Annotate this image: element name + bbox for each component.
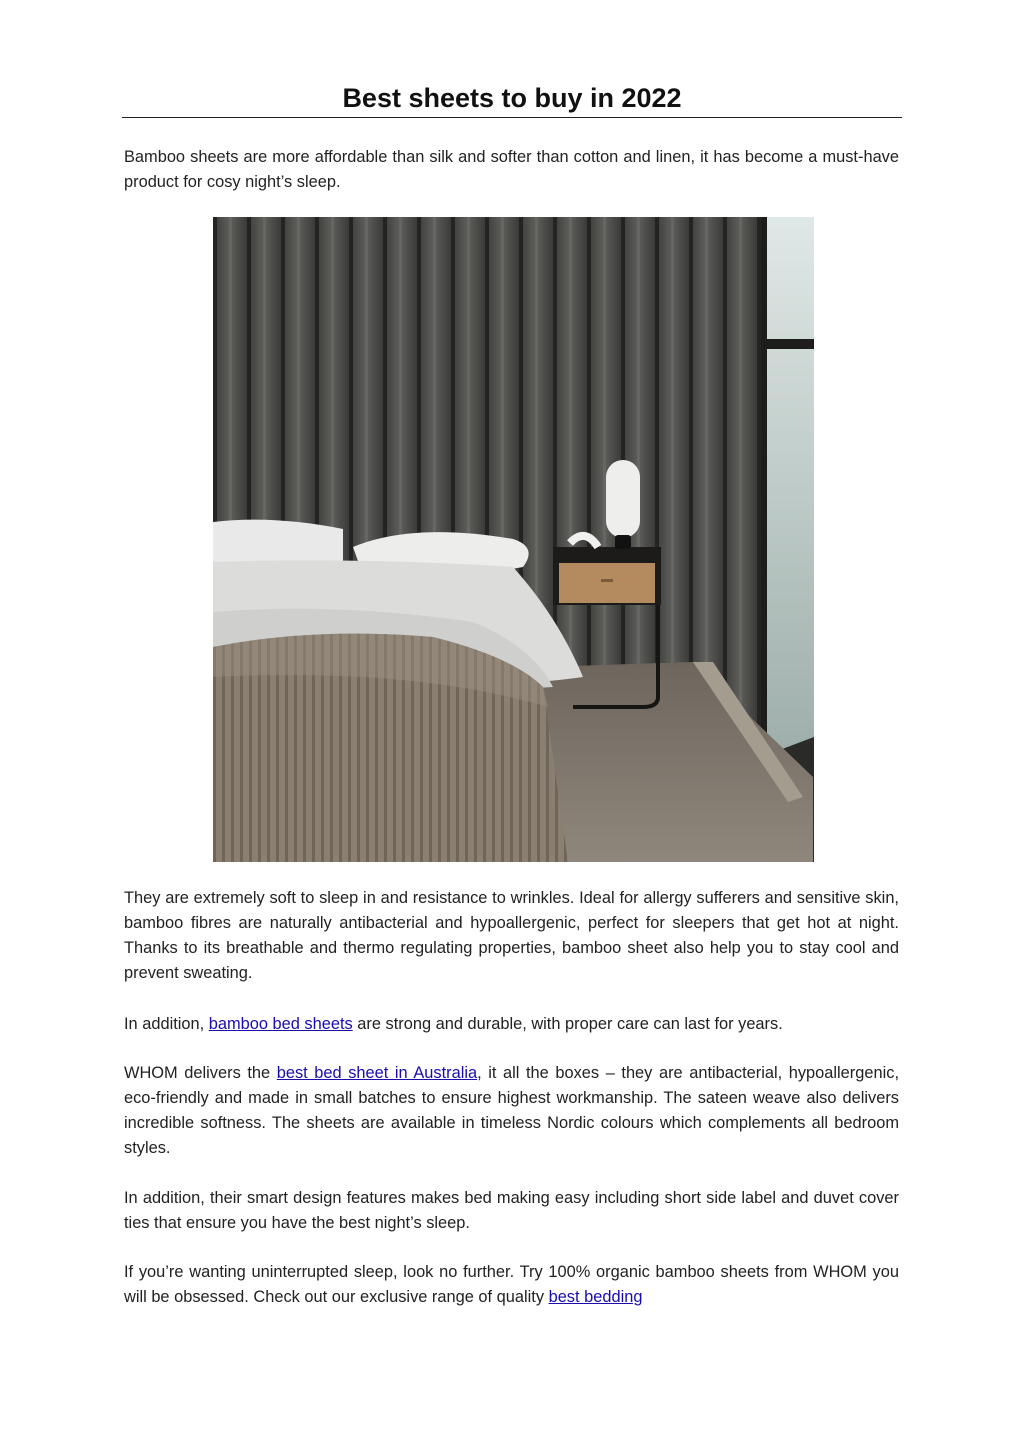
durability-text-after: are strong and durable, with proper care can last for years. — [352, 1015, 783, 1033]
intro-paragraph: Bamboo sheets are more affordable than silk and softer than cotton and linen, it has become a must-have product for cosy night’s sleep. — [124, 148, 899, 191]
bamboo-bed-sheets-link[interactable]: bamboo bed sheets — [208, 1015, 353, 1033]
best-bed-sheet-australia-link[interactable]: best bed sheet in Australia — [276, 1064, 478, 1082]
bedroom-photo — [213, 217, 814, 862]
benefits-paragraph: They are extremely soft to sleep in and resistance to wrinkles. Ideal for allergy sufferers and sensitive skin, bamboo fibres are naturally antibacterial and hypoallergenic, perfect for sleepers that get hot at night. Thanks to its breathable and thermo regulating properties, bamboo sheet also help you to stay cool and prevent sweating. — [124, 889, 899, 982]
whom-paragraph — [124, 1061, 899, 1161]
design-paragraph: In addition, their smart design features makes bed making easy including short side label and duvet cover ties that ensure you have the best night’s sleep. — [124, 1189, 899, 1232]
durability-paragraph — [124, 1012, 899, 1037]
durability-text-before: In addition, — [124, 1015, 209, 1033]
page-title: Best sheets to buy in 2022 — [342, 83, 682, 113]
closing-paragraph — [124, 1260, 899, 1310]
whom-text-before: WHOM delivers the — [124, 1064, 277, 1082]
title-underline — [122, 117, 902, 118]
whom-text-after: , it all the boxes – they are antibacterial, hypoallergenic, eco-friendly and made in small batches to ensure highest workmanship. The sateen weave also delivers incredible softness. The sheets are available in timeless Nordic colours which complements all bedroom styles. — [124, 1064, 899, 1157]
closing-text-before: If you’re wanting uninterrupted sleep, look no further. Try 100% organic bamboo sheets from WHOM you will be obsessed. Check out our exclusive range of quality — [124, 1263, 899, 1306]
best-bedding-link[interactable]: best bedding — [548, 1288, 643, 1306]
